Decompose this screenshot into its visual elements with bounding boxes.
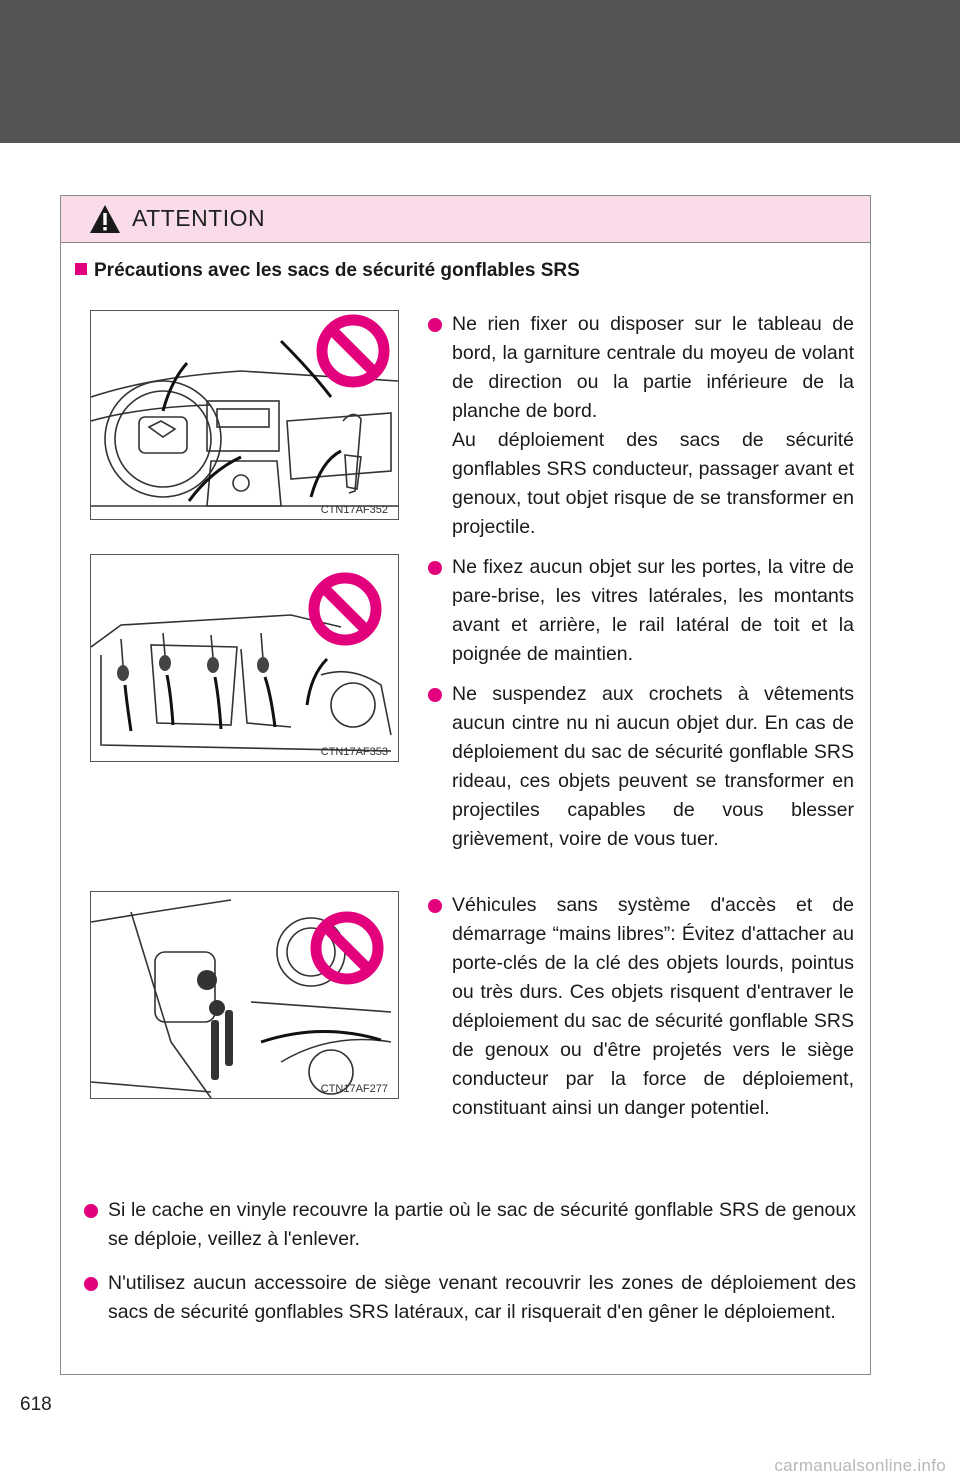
bullet-item — [452, 310, 854, 542]
bullet-item — [452, 891, 854, 1123]
prohibition-icon — [314, 578, 376, 640]
figure-key-ring — [90, 891, 399, 1099]
figure-code: CTN17AF277 — [320, 1083, 388, 1095]
bullet-text: Véhicules sans système d'accès et de démarrage “mains libres”: Évitez d'attacher au porte-clés de la clé des objets lourds, pointus ou très durs. Ces objets risquent d'entraver le déploiement du sac de sécurité gonflable SRS de genoux ou d'être projetés vers le siège conducteur par la force de déploiement, constituant ainsi un danger potentiel. — [452, 894, 854, 1119]
bullet-item — [108, 1196, 856, 1254]
figure-roof-hooks — [90, 554, 399, 762]
figure-dashboard — [90, 310, 399, 520]
bullet-dot-icon — [428, 688, 442, 702]
bullet-item — [452, 680, 854, 854]
figure-code: CTN17AF353 — [320, 746, 388, 758]
bullet-text: Ne suspendez aux crochets à vêtements aucun cintre nu ni aucun objet dur. En cas de déploiement du sac de sécurité gonflable SRS rideau, ces objets peuvent se transformer en projectiles capables de vous blesser grièvement, voire de vous tuer. — [452, 683, 854, 850]
attention-box — [60, 195, 871, 1375]
attention-title: ATTENTION — [132, 205, 266, 231]
bullet-text: Au déploiement des sacs de sécurité gonflables SRS conducteur, passager avant et genoux, tout objet risque de se transformer en projectile. — [452, 429, 854, 538]
figure-code: CTN17AF352 — [320, 504, 388, 516]
warning-triangle-icon — [89, 204, 121, 234]
bullet-text: Si le cache en vinyle recouvre la partie où le sac de sécurité gonflable SRS de genoux se déploie, veillez à l'enlever. — [108, 1199, 856, 1250]
bullet-dot-icon — [428, 899, 442, 913]
bullet-text: Ne fixez aucun objet sur les portes, la vitre de pare-brise, les vitres latérales, les montants avant et arrière, le rail latéral de toit et la poignée de maintien. — [452, 556, 854, 665]
prohibition-icon — [316, 917, 378, 979]
section-heading-text: Précautions avec les sacs de sécurité gonflables SRS — [94, 260, 580, 281]
top-band — [0, 0, 960, 143]
bullet-item — [108, 1269, 856, 1327]
bullet-text: Ne rien fixer ou disposer sur le tableau de bord, la garniture centrale du moyeu de volant de direction ou la partie inférieure de la planche de bord. — [452, 313, 854, 422]
section-heading — [75, 260, 580, 282]
bullet-dot-icon — [428, 561, 442, 575]
watermark: carmanualsonline.info — [774, 1456, 946, 1475]
square-bullet-icon — [75, 263, 87, 275]
bullet-dot-icon — [428, 318, 442, 332]
bullet-text: N'utilisez aucun accessoire de siège venant recouvrir les zones de déploiement des sacs de sécurité gonflables SRS latéraux, car il risquerait d'en gêner le déploiement. — [108, 1272, 856, 1323]
page-number: 618 — [20, 1394, 52, 1415]
bullet-dot-icon — [84, 1277, 98, 1291]
attention-header — [61, 196, 870, 243]
bullet-dot-icon — [84, 1204, 98, 1218]
bullet-item — [452, 553, 854, 669]
prohibition-icon — [322, 320, 384, 382]
